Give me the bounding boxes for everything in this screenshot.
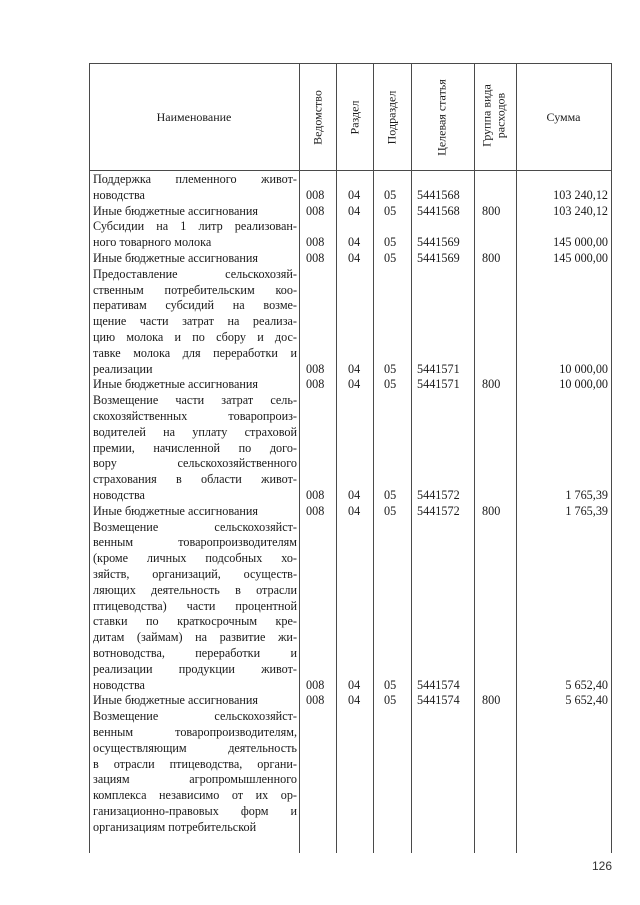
row-name-line: ганизационно-правовых форм и	[93, 804, 297, 818]
table-left-border	[89, 63, 90, 853]
table-right-border	[611, 63, 612, 853]
row-name-line: (кроме личных подсобных хо-	[93, 551, 297, 566]
row-dept: 008	[306, 677, 325, 692]
row-name-line: Возмещение сельскохозяйст-	[93, 709, 297, 724]
row-dept: 008	[306, 361, 325, 376]
row-section: 04	[348, 693, 361, 708]
row-section: 04	[348, 235, 361, 250]
row-subsection: 05	[384, 503, 397, 518]
row-dept: 008	[306, 235, 325, 250]
row-name-line: реализации	[93, 361, 153, 376]
row-name-line: птицеводства) части процентной	[93, 598, 297, 613]
row-dept: 008	[306, 693, 325, 708]
row-group: 800	[482, 503, 501, 518]
row-target: 5441569	[417, 235, 460, 250]
header-section: Раздел	[347, 100, 362, 135]
row-subsection: 05	[384, 235, 397, 250]
row-sum: 103 240,12	[553, 187, 608, 202]
row-sum: 10 000,00	[559, 361, 608, 376]
header-sum: Сумма	[546, 110, 581, 124]
row-name-line: новодства	[93, 677, 145, 692]
header-name: Наименование	[156, 110, 232, 124]
row-sum: 5 652,40	[565, 677, 608, 692]
row-subsection: 05	[384, 377, 397, 392]
row-name-line: скохозяйственных товаропроиз-	[93, 409, 297, 423]
row-dept: 008	[306, 377, 325, 392]
row-dept: 008	[306, 251, 325, 265]
row-name-line: зациям агропромышленного	[93, 772, 297, 787]
row-section: 04	[348, 677, 361, 692]
row-name-line: Субсидии на 1 литр реализован-	[93, 219, 297, 234]
row-name-line: комплекса независимо от их ор-	[93, 788, 297, 803]
row-subsection: 05	[384, 187, 397, 202]
row-name-line: организациям потребительской	[93, 819, 257, 834]
row-target: 5441569	[417, 251, 460, 265]
row-sum: 145 000,00	[553, 235, 608, 250]
row-section: 04	[348, 251, 361, 265]
row-name-line: ственным потребительским коо-	[93, 282, 297, 297]
row-name-line: новодства	[93, 187, 145, 202]
row-name-line: Предоставление сельскохозяй-	[93, 266, 297, 281]
row-name-line: Иные бюджетные ассигнования	[93, 693, 259, 708]
row-name-line: цию молока и по сбору и дос-	[93, 330, 297, 344]
col-divider-dept	[299, 63, 300, 853]
row-name-line: ляющих деятельность в отрасли	[93, 582, 297, 597]
col-divider-section	[336, 63, 337, 853]
col-divider-subsection	[373, 63, 374, 853]
row-name-line: дитам (займам) на развитие жи-	[93, 630, 297, 645]
row-sum: 1 765,39	[565, 503, 608, 518]
row-name-line: венным товаропроизводителям	[93, 535, 297, 550]
row-dept: 008	[306, 488, 325, 502]
header-dept: Ведомство	[310, 90, 325, 145]
row-name-line: осуществляющим деятельность	[93, 740, 297, 755]
row-target: 5441574	[417, 677, 460, 692]
row-name-line: венным товаропроизводителям,	[93, 725, 297, 739]
row-section: 04	[348, 361, 361, 376]
row-section: 04	[348, 488, 361, 502]
row-name-line: Возмещение части затрат сель-	[93, 393, 297, 408]
row-target: 5441568	[417, 203, 460, 218]
row-subsection: 05	[384, 203, 397, 218]
row-group: 800	[482, 251, 501, 265]
row-section: 04	[348, 187, 361, 202]
header-target: Целевая статья	[434, 79, 449, 156]
row-name-line: Поддержка племенного живот-	[93, 172, 297, 186]
page-number: 126	[592, 859, 613, 873]
row-group: 800	[482, 377, 501, 392]
row-name-line: Иные бюджетные ассигнования	[93, 251, 259, 265]
col-divider-target	[411, 63, 412, 853]
row-subsection: 05	[384, 677, 397, 692]
row-name-line: щение части затрат на реализа-	[93, 314, 297, 329]
row-sum: 10 000,00	[559, 377, 608, 392]
col-divider-sum	[516, 63, 517, 853]
row-name-line: Иные бюджетные ассигнования	[93, 377, 259, 392]
header-bottom-border	[89, 170, 612, 171]
table-top-border	[89, 63, 612, 64]
row-target: 5441572	[417, 503, 460, 518]
row-subsection: 05	[384, 693, 397, 708]
row-name-line: Иные бюджетные ассигнования	[93, 503, 259, 518]
row-target: 5441574	[417, 693, 460, 708]
header-exp-group-2: расходов	[493, 92, 508, 139]
row-subsection: 05	[384, 361, 397, 376]
row-target: 5441568	[417, 187, 460, 202]
row-name-line: водителей на уплату страховой	[93, 424, 297, 439]
row-group: 800	[482, 203, 501, 218]
row-name-line: премии, начисленной по дого-	[93, 440, 297, 455]
row-target: 5441571	[417, 377, 460, 392]
row-name-line: вотноводства, переработки и	[93, 646, 297, 660]
header-subsection: Подраздел	[384, 90, 399, 145]
row-name-line: перативам субсидий на возме-	[93, 298, 297, 313]
row-name-line: Возмещение сельскохозяйст-	[93, 519, 297, 534]
row-section: 04	[348, 377, 361, 392]
row-dept: 008	[306, 187, 325, 202]
row-sum: 103 240,12	[553, 203, 608, 218]
row-name-line: новодства	[93, 488, 145, 502]
row-group: 800	[482, 693, 501, 708]
row-name-line: реализации продукции живот-	[93, 661, 297, 676]
col-divider-group	[474, 63, 475, 853]
row-name-line: тавке молока для переработки и	[93, 345, 297, 360]
row-dept: 008	[306, 503, 325, 518]
row-name-line: ного товарного молока	[93, 235, 212, 250]
row-sum: 1 765,39	[565, 488, 608, 502]
row-section: 04	[348, 203, 361, 218]
row-name-line: ставки по краткосрочным кре-	[93, 614, 297, 629]
row-target: 5441571	[417, 361, 460, 376]
row-name-line: страхования в области живот-	[93, 472, 297, 487]
row-name-line: Иные бюджетные ассигнования	[93, 203, 259, 218]
header-exp-group-1: Группа вида	[479, 84, 494, 147]
row-sum: 145 000,00	[553, 251, 608, 265]
row-sum: 5 652,40	[565, 693, 608, 708]
row-name-line: зяйств, организаций, осуществ-	[93, 567, 297, 581]
row-name-line: вору сельскохозяйственного	[93, 456, 297, 471]
row-section: 04	[348, 503, 361, 518]
row-subsection: 05	[384, 488, 397, 502]
row-dept: 008	[306, 203, 325, 218]
row-name-line: в отрасли птицеводства, органи-	[93, 756, 297, 771]
row-target: 5441572	[417, 488, 460, 502]
row-subsection: 05	[384, 251, 397, 265]
